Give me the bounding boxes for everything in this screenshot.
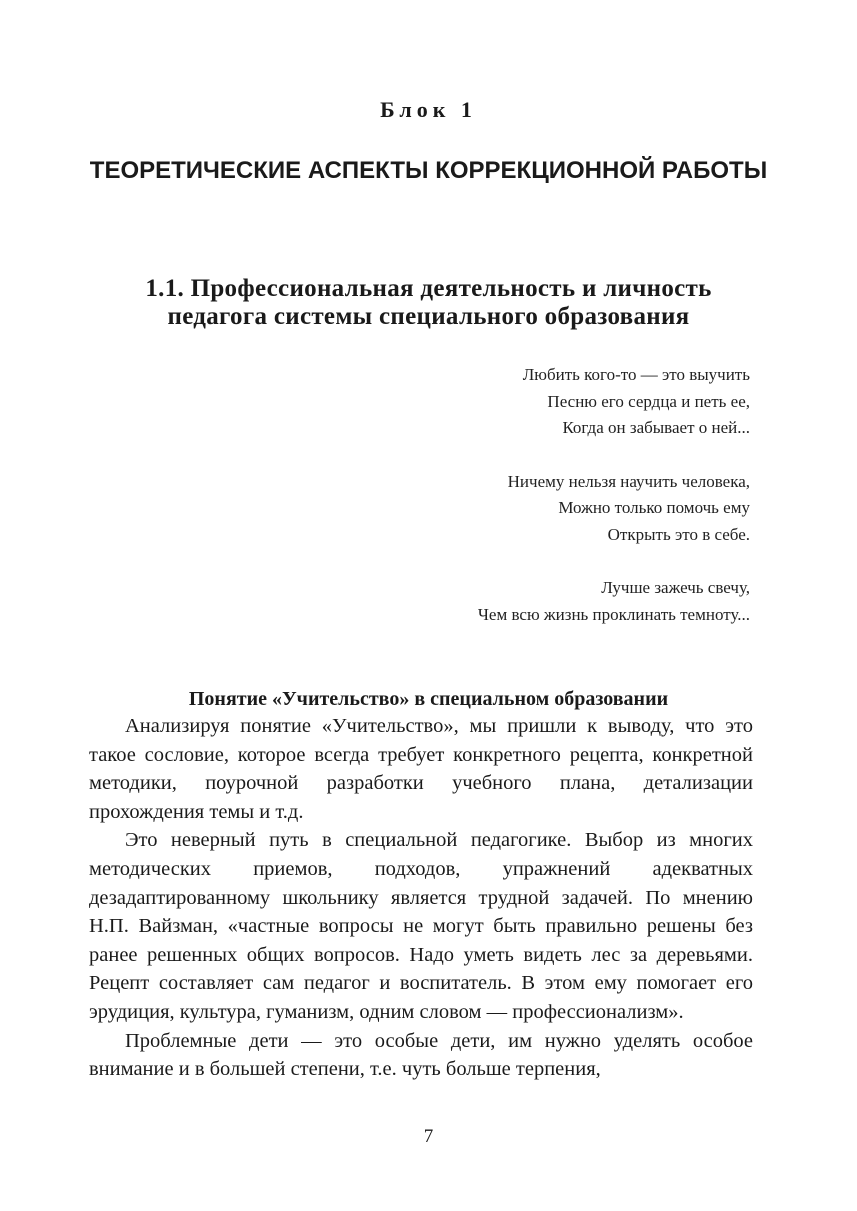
paragraph: Это неверный путь в специальной педагогике. Выбор из многих методических приемов, подходов, упражнений адекватных дезадаптированному школьнику является трудной задачей. По мнению Н.П. Вайзман, «частные вопросы не могут быть правильно решены без ранее решенных общих вопросов. Надо уметь видеть лес за деревьями. Рецепт составляет сам педагог и воспитатель. В этом ему помогает его эрудиция, культура, гуманизм, одним словом — профессионализм». [89, 829, 753, 1023]
epigraph-line: Ничему нельзя научить человека, [507, 471, 750, 491]
block-label: Блок 1 [380, 97, 477, 122]
epigraph-line: Когда он забывает о ней... [562, 418, 750, 437]
epigraph [478, 362, 750, 628]
epigraph-line: Можно только помочь ему [558, 498, 750, 517]
epigraph-line: Чем всю жизнь проклинать темноту... [477, 604, 750, 624]
paragraph: Проблемные дети — это особые дети, им нужно уделять особое внимание и в большей степени, т.е. чуть больше терпения, [89, 1029, 753, 1081]
section-title-line-1: 1.1. Профессиональная деятельность и личность [145, 275, 712, 302]
epigraph-line: Песню его сердца и петь ее, [547, 391, 750, 411]
epigraph-stanza-3 [478, 575, 750, 628]
paragraph: Анализируя понятие «Учительство», мы пришли к выводу, что это такое сословие, которое всегда требует конкретного рецепта, конкретной методики, поурочной разработки учебного плана, детализации прохождения темы и т.д. [89, 715, 753, 823]
chapter-title: ТЕОРЕТИЧЕСКИЕ АСПЕКТЫ КОРРЕКЦИОННОЙ РАБОТЫ [89, 157, 768, 184]
epigraph-line: Лучше зажечь свечу, [601, 578, 750, 597]
subsection-title: Понятие «Учительство» в специальном образовании [188, 688, 669, 710]
body-text [89, 712, 753, 1084]
epigraph-line: Любить кого-то — это выучить [522, 365, 750, 384]
epigraph-stanza-1 [478, 362, 750, 442]
section-title [40, 275, 817, 331]
page-number: 7 [423, 1126, 434, 1147]
epigraph-stanza-2 [478, 469, 750, 549]
section-title-line-2: педагога системы специального образования [167, 303, 690, 330]
epigraph-line: Открыть это в себе. [607, 524, 750, 544]
